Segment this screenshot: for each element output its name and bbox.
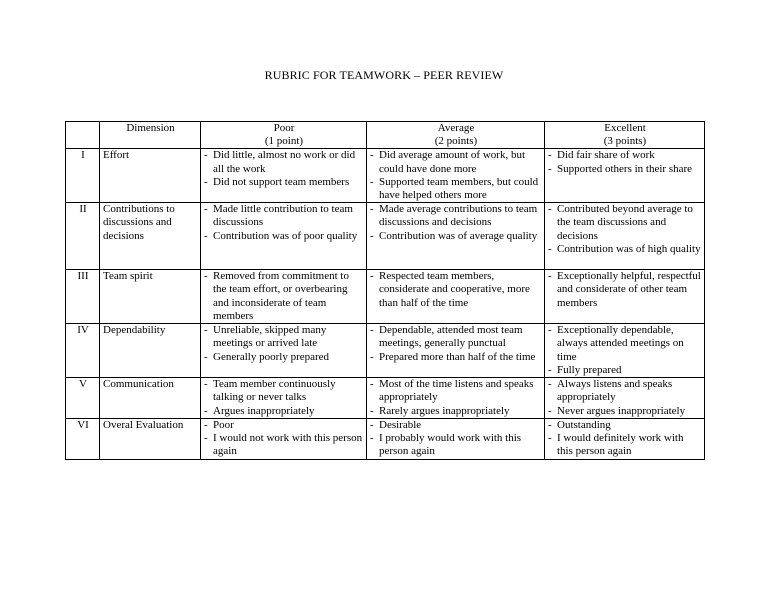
average-cell [367,203,545,270]
rubric-row-communication [66,378,705,419]
average-column-header [367,122,545,149]
criterion-item: - Made average contributions to team discussions and decisions [370,203,542,229]
average-cell [367,149,545,203]
criterion-item: - Respected team members, considerate and cooperative, more than half of the time [370,270,542,310]
criterion-item: - Contribution was of high quality [548,243,702,256]
header-row [66,122,705,149]
excellent-cell [545,149,705,203]
dimension-column-header [100,122,201,149]
criterion-item: - Generally poorly prepared [204,351,364,364]
criterion-item: - Rarely argues inappropriately [370,405,542,418]
row-number: II [66,203,100,270]
rubric-row-overall-evaluation [66,418,705,459]
criterion-item: - Contributed beyond average to the team discussions and decisions [548,203,702,243]
excellent-header-points: (3 points) [603,135,647,148]
excellent-cell [545,378,705,419]
dimension-cell: Effort [100,149,201,203]
row-number: VI [66,418,100,459]
criterion-item: - Unreliable, skipped many meetings or arrived late [204,324,364,350]
criterion-item: - Outstanding [548,419,702,432]
poor-column-header [201,122,367,149]
criterion-item: - I probably would work with this person again [370,432,542,458]
rubric-row-effort [66,149,705,203]
criterion-item: - I would definitely work with this person again [548,432,702,458]
criterion-item: - Did not support team members [204,176,364,189]
average-cell [367,418,545,459]
criterion-item: - Dependable, attended most team meetings, generally punctual [370,324,542,350]
rubric-row-contributions [66,203,705,270]
number-column-header [66,122,100,149]
average-header-label: Average [437,122,475,134]
criterion-item: - Most of the time listens and speaks appropriately [370,378,542,404]
row-number: IV [66,324,100,378]
criterion-item: - I would not work with this person again [204,432,364,458]
poor-cell [201,324,367,378]
poor-header-points: (1 point) [264,135,304,148]
average-cell [367,378,545,419]
excellent-cell [545,270,705,324]
row-number: V [66,378,100,419]
criterion-item: - Removed from commitment to the team effort, or overbearing and inconsiderate of team members [204,270,364,323]
criterion-item: - Did average amount of work, but could have done more [370,149,542,175]
rubric-table [65,121,705,460]
poor-cell [201,270,367,324]
criterion-item: - Always listens and speaks appropriately [548,378,702,404]
dimension-cell: Contributions to discussions and decisions [100,203,201,270]
dimension-cell: Overal Evaluation [100,418,201,459]
criterion-item: - Prepared more than half of the time [370,351,542,364]
criterion-item: - Contribution was of average quality [370,230,542,243]
poor-cell [201,149,367,203]
dimension-cell: Team spirit [100,270,201,324]
rubric-row-dependability [66,324,705,378]
average-cell [367,324,545,378]
poor-cell [201,418,367,459]
criterion-item: - Made little contribution to team discussions [204,203,364,229]
criterion-item: - Fully prepared [548,364,702,377]
dimension-cell: Dependability [100,324,201,378]
average-cell [367,270,545,324]
criterion-item: - Team member continuously talking or never talks [204,378,364,404]
poor-cell [201,378,367,419]
criterion-item: - Did little, almost no work or did all the work [204,149,364,175]
document-title: RUBRIC FOR TEAMWORK – PEER REVIEW [264,68,504,82]
criterion-item: - Contribution was of poor quality [204,230,364,243]
excellent-cell [545,203,705,270]
criterion-item: - Desirable [370,419,542,432]
average-header-points: (2 points) [434,135,478,148]
criterion-item: - Argues inappropriately [204,405,364,418]
excellent-cell [545,418,705,459]
row-number: I [66,149,100,203]
dimension-cell: Communication [100,378,201,419]
criterion-item: - Supported team members, but could have helped others more [370,176,542,202]
criterion-item: - Exceptionally dependable, always attended meetings on time [548,324,702,364]
excellent-header-label: Excellent [604,122,646,134]
poor-header-label: Poor [273,122,295,134]
row-number: III [66,270,100,324]
dimension-header-label: Dimension [126,122,175,134]
criterion-item: - Did fair share of work [548,149,702,162]
excellent-column-header [545,122,705,149]
poor-cell [201,203,367,270]
criterion-item: - Exceptionally helpful, respectful and considerate of other team members [548,270,702,310]
criterion-item: - Never argues inappropriately [548,405,702,418]
criterion-item: - Poor [204,419,364,432]
excellent-cell [545,324,705,378]
criterion-item: - Supported others in their share [548,163,702,176]
rubric-row-team-spirit [66,270,705,324]
